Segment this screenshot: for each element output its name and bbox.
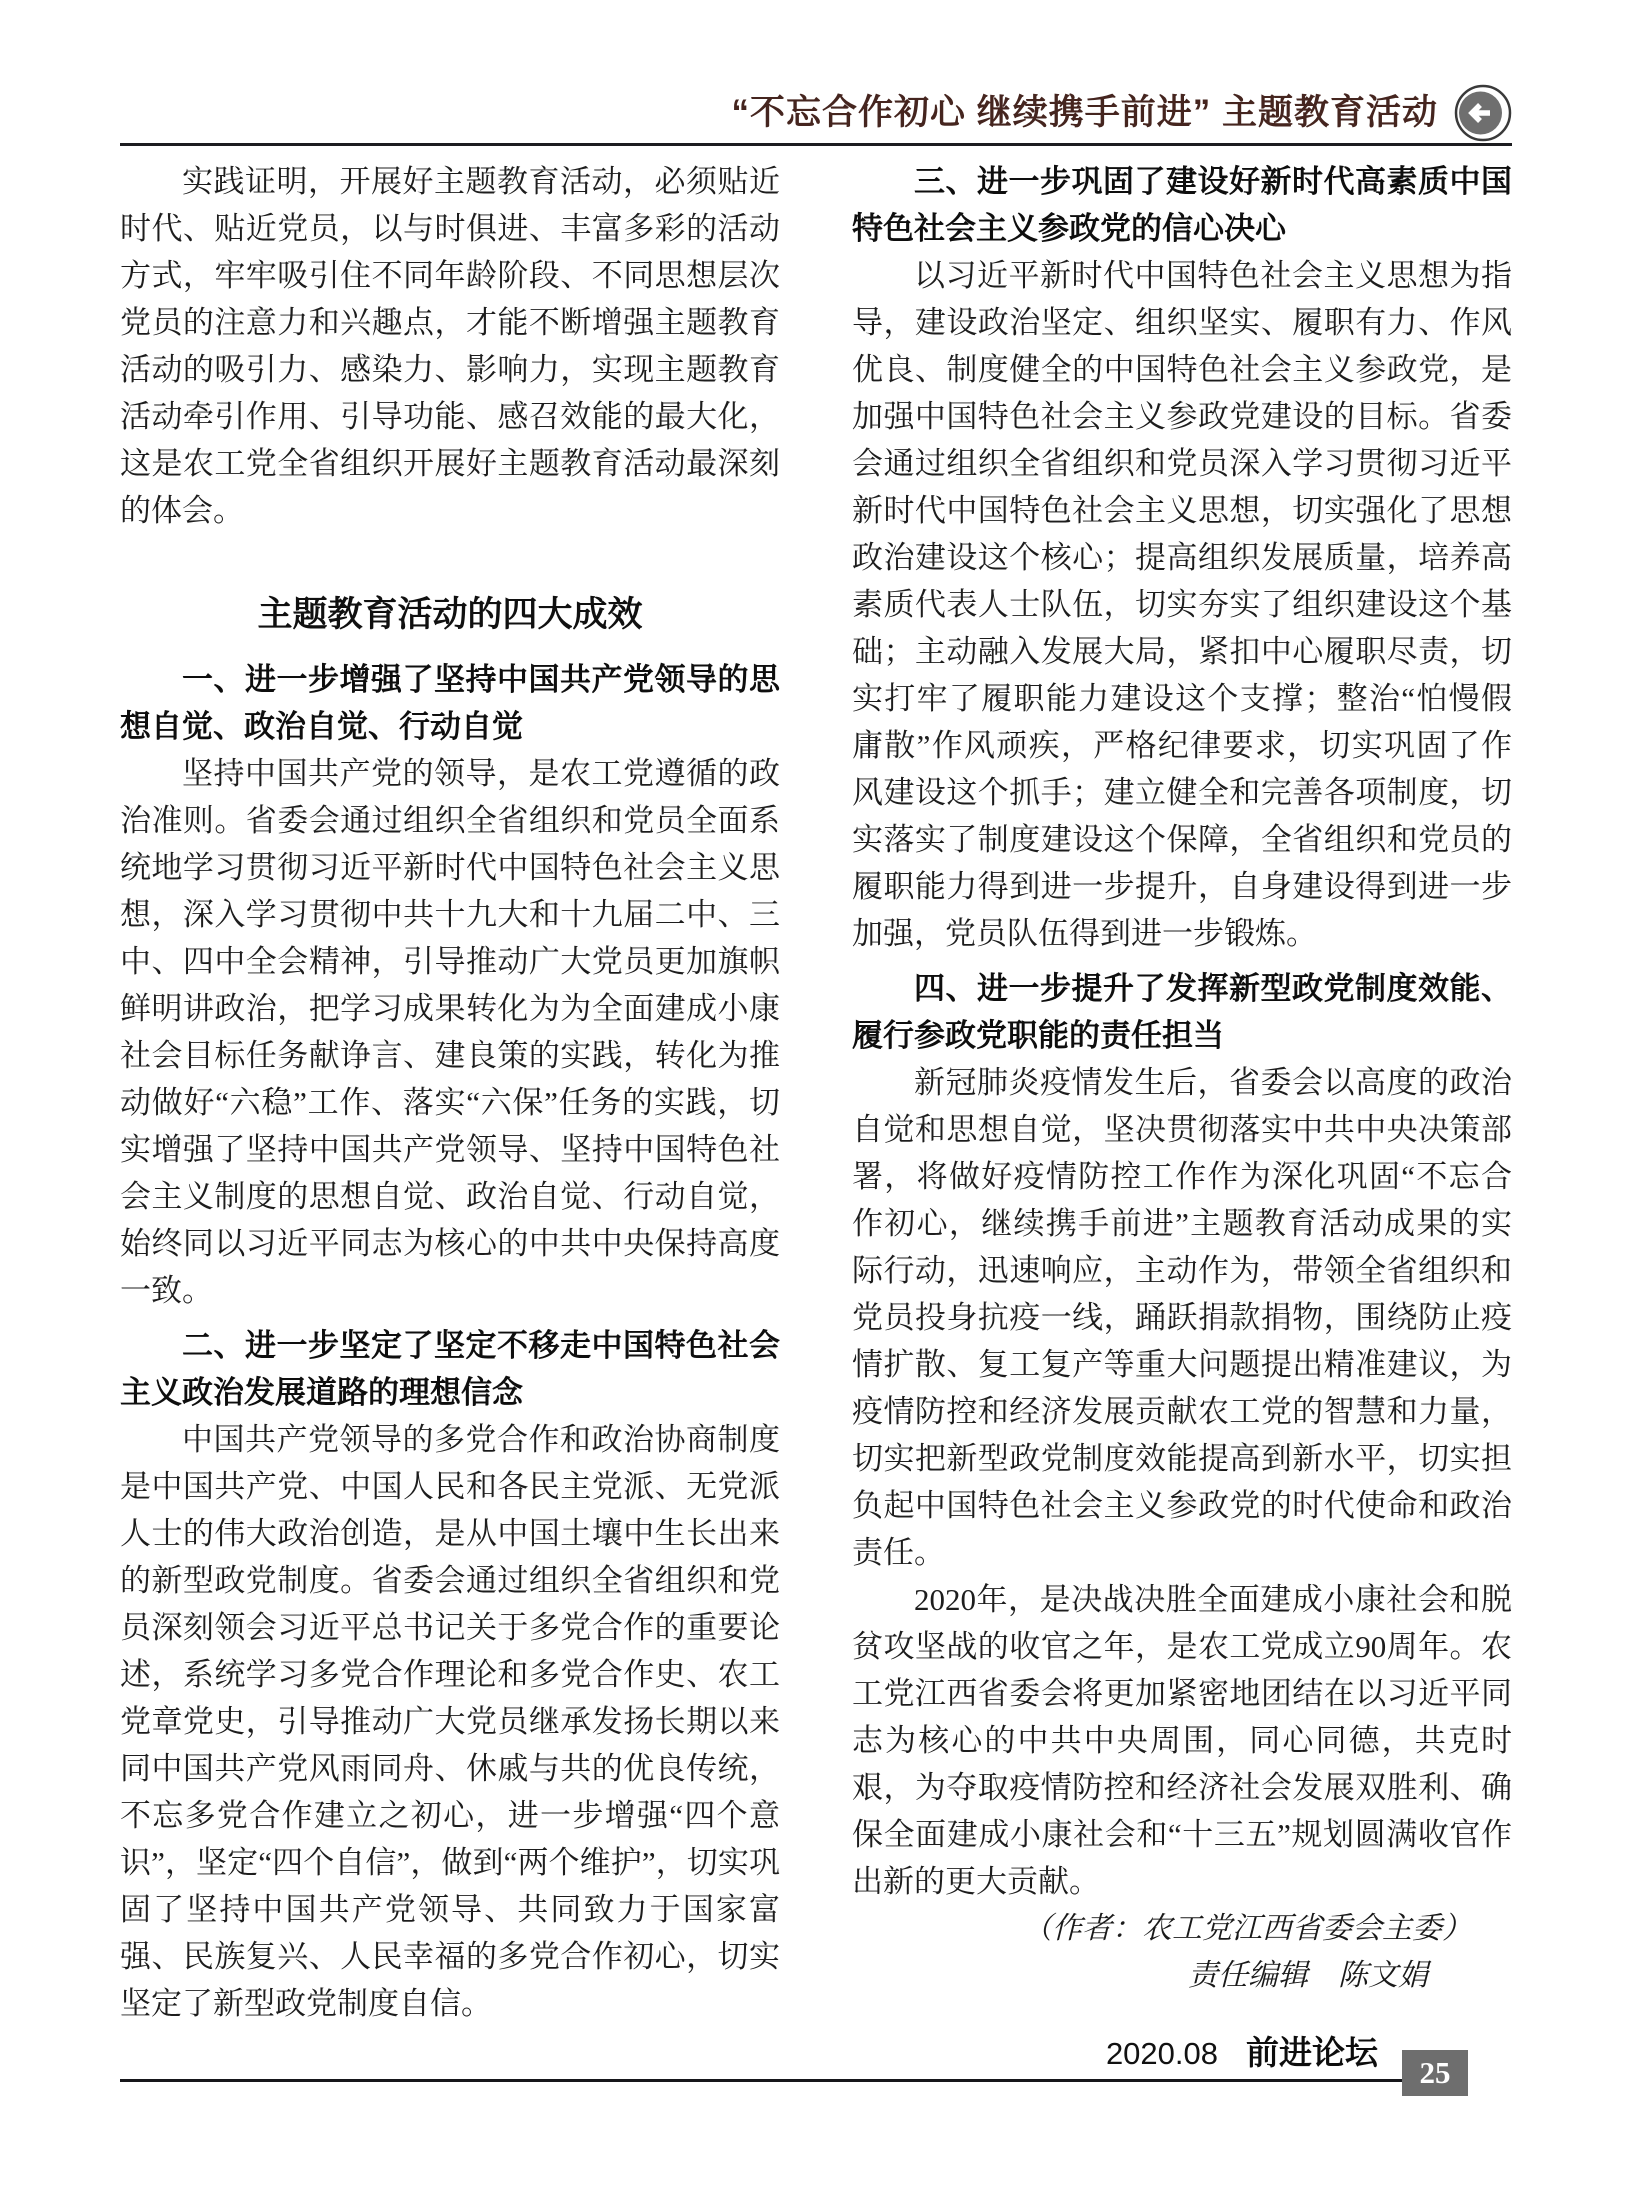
page-footer	[120, 2036, 1512, 2096]
magazine-name: 前进论坛	[1246, 2036, 1378, 2072]
paragraph: 坚持中国共产党的领导，是农工党遵循的政治准则。省委会通过组织全省组织和党员全面系统地学习贯彻习近平新时代中国特色社会主义思想，深入学习贯彻中共十九大和十九届二中、三中、四中全会精神，引导推动广大党员更加旗帜鲜明讲政治，把学习成果转化为为全面建成小康社会目标任务献诤言、建良策的实践，转化为推动做好“六稳”工作、落实“六保”任务的实践，切实增强了坚持中国共产党领导、坚持中国特色社会主义制度的思想自觉、政治自觉、行动自觉，始终同以习近平同志为核心的中共中央保持高度一致。	[120, 756, 780, 1308]
back-arrow-icon	[1454, 84, 1512, 142]
page-number-box	[1402, 2050, 1468, 2096]
footer-rule	[120, 2079, 1402, 2082]
subheading-2: 二、进一步坚定了坚定不移走中国特色社会主义政治发展道路的理想信念	[120, 1328, 780, 1410]
issue-date: 2020.08	[1105, 2036, 1218, 2071]
footer-text	[1106, 2027, 1378, 2074]
paragraph: 2020年，是决战决胜全面建成小康社会和脱贫攻坚战的收官之年，是农工党成立90周年。农工党江西省委会将更加紧密地团结在以习近平同志为核心的中共中央周围，同心同德，共克时艰，为夺取疫情防控和经济社会发展双胜利、确保全面建成小康社会和“十三五”规划圆满收官作出新的更大贡献。	[852, 1582, 1512, 1899]
subheading-4: 四、进一步提升了发挥新型政党制度效能、履行参政党职能的责任担当	[852, 971, 1512, 1053]
section-title: 主题教育活动的四大成效	[257, 595, 643, 634]
subheading-3: 三、进一步巩固了建设好新时代高素质中国特色社会主义参政党的信心决心	[852, 164, 1512, 246]
paragraph: 实践证明，开展好主题教育活动，必须贴近时代、贴近党员，以与时俱进、丰富多彩的活动方式，牢牢吸引住不同年龄阶段、不同思想层次党员的注意力和兴趣点，才能不断增强主题教育活动的吸引力、感染力、影响力，实现主题教育活动牵引作用、引导功能、感召效能的最大化，这是农工党全省组织开展好主题教育活动最深刻的体会。	[120, 164, 780, 528]
article-body	[120, 158, 1512, 2027]
editor-credit: 责任编辑 陈文娟	[1188, 1959, 1428, 1992]
paragraph: 新冠肺炎疫情发生后，省委会以高度的政治自觉和思想自觉，坚决贯彻落实中共中央决策部署，将做好疫情防控工作作为深化巩固“不忘合作初心，继续携手前进”主题教育活动成果的实际行动，迅速响应，主动作为，带领全省组织和党员投身抗疫一线，踊跃捐款捐物，围绕防止疫情扩散、复工复产等重大问题提出精准建议，为疫情防控和经济发展贡献农工党的智慧和力量，切实把新型政党制度效能提高到新水平，切实担负起中国特色社会主义参政党的时代使命和政治责任。	[852, 1065, 1512, 1570]
left-column	[120, 158, 780, 2027]
right-column	[852, 158, 1512, 2027]
subheading-1: 一、进一步增强了坚持中国共产党领导的思想自觉、政治自觉、行动自觉	[120, 662, 780, 744]
running-head-title: “不忘合作初心 继续携手前进” 主题教育活动	[731, 93, 1438, 132]
paragraph: 中国共产党领导的多党合作和政治协商制度是中国共产党、中国人民和各民主党派、无党派人士的伟大政治创造，是从中国土壤中生长出来的新型政党制度。省委会通过组织全省组织和党员深刻领会习近平总书记关于多党合作的重要论述，系统学习多党合作理论和多党合作史、农工党章党史，引导推动广大党员继承发扬长期以来同中国共产党风雨同舟、休戚与共的优良传统，不忘多党合作建立之初心，进一步增强“四个意识”，坚定“四个自信”，做到“两个维护”，切实巩固了坚持中国共产党领导、共同致力于国家富强、民族复兴、人民幸福的多党合作初心，切实坚定了新型政党制度自信。	[120, 1422, 780, 2021]
paragraph: 以习近平新时代中国特色社会主义思想为指导，建设政治坚定、组织坚实、履职有力、作风优良、制度健全的中国特色社会主义参政党，是加强中国特色社会主义参政党建设的目标。省委会通过组织全省组织和党员深入学习贯彻习近平新时代中国特色社会主义思想，切实强化了思想政治建设这个核心；提高组织发展质量，培养高素质代表人士队伍，切实夯实了组织建设这个基础；主动融入发展大局，紧扣中心履职尽责，切实打牢了履职能力建设这个支撑；整治“怕慢假庸散”作风顽疾，严格纪律要求，切实巩固了作风建设这个抓手；建立健全和完善各项制度，切实落实了制度建设这个保障，全省组织和党员的履职能力得到进一步提升，自身建设得到进一步加强，党员队伍得到进一步锻炼。	[852, 258, 1512, 951]
author-credit: （作者：农工党江西省委会主委）	[1022, 1912, 1472, 1945]
page-number: 25	[1419, 2055, 1451, 2090]
header-rule	[120, 143, 1512, 146]
page-header	[120, 84, 1512, 142]
